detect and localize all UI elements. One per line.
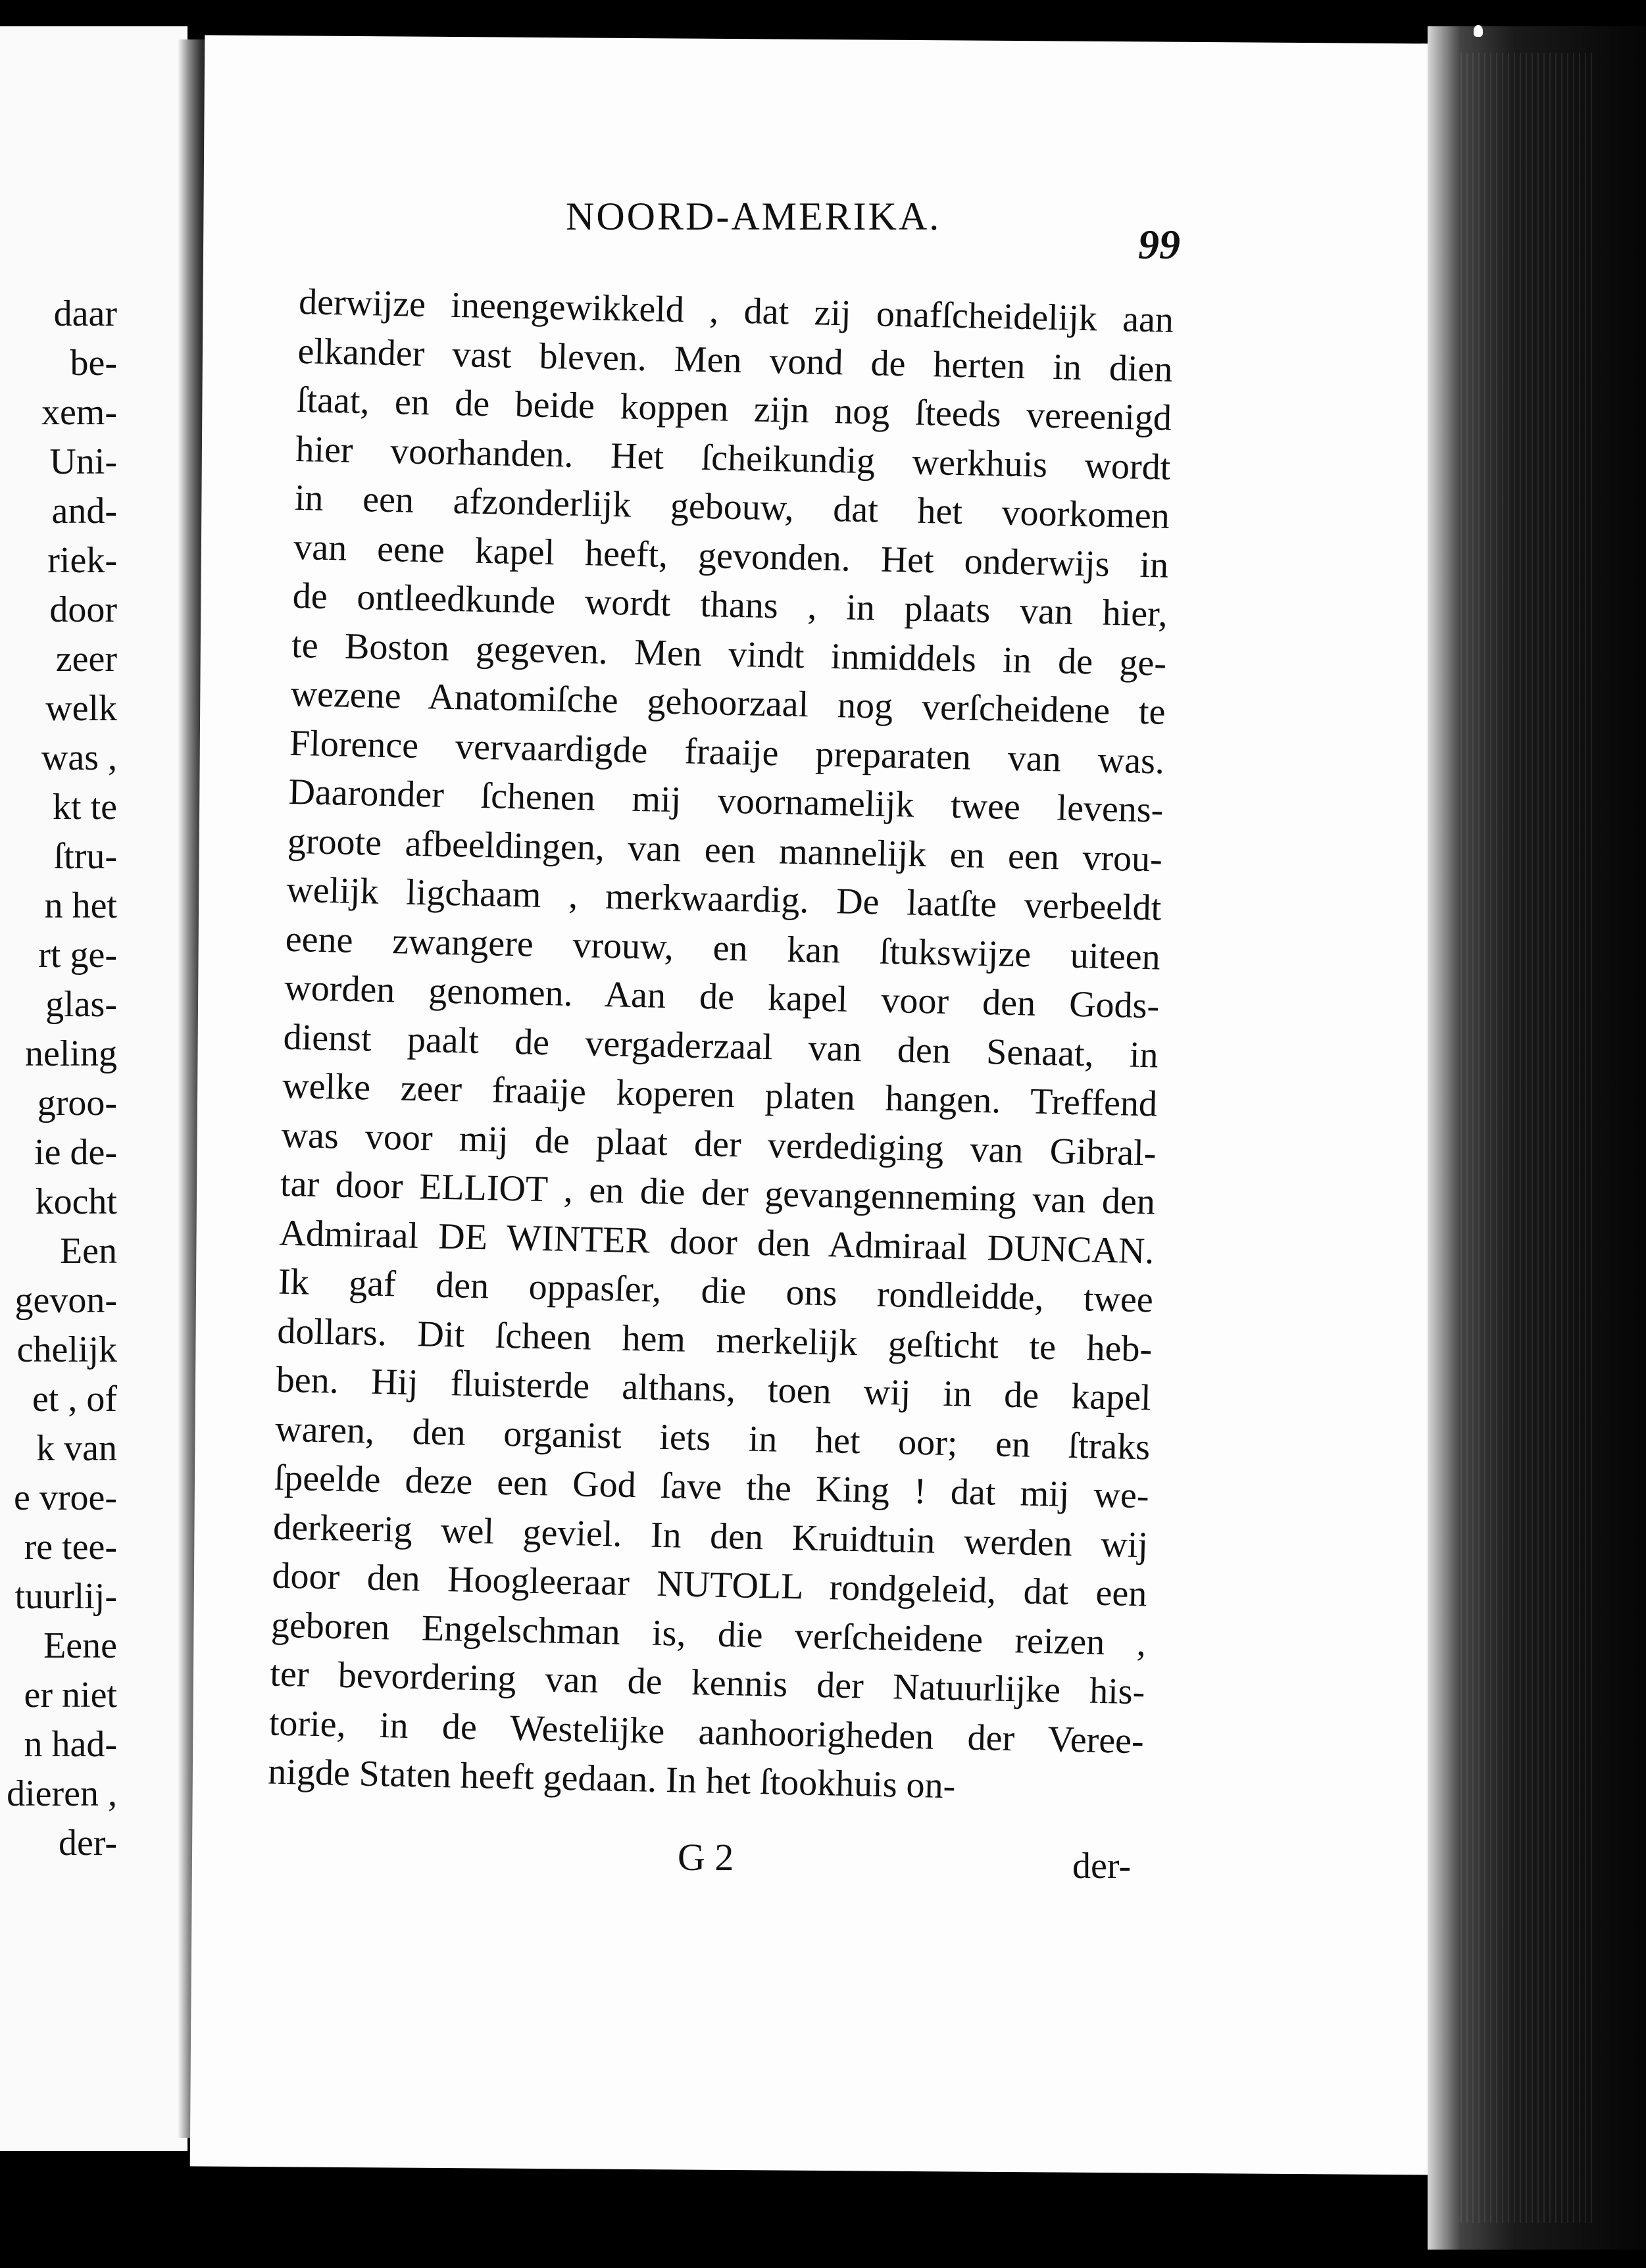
previous-page-line: n had- bbox=[24, 1724, 117, 1765]
previous-page-line: et , of bbox=[32, 1379, 117, 1419]
text-line: groote afbeeldingen, van een mannelijk en een vrou- bbox=[287, 820, 1163, 880]
printer-signature-mark: G 2 bbox=[678, 1836, 734, 1879]
body-text bbox=[268, 278, 1174, 1815]
text-line: worden genomen. Aan de kapel voor den Gods- bbox=[284, 967, 1160, 1027]
text-line: derkeerig wel geviel. In den Kruidtuin werden wij bbox=[272, 1506, 1149, 1565]
catchword: der- bbox=[1072, 1846, 1132, 1886]
previous-page-line: xem- bbox=[41, 392, 117, 433]
text-line: nigde Staten heeft gedaan. In het ſtookhuis on- bbox=[267, 1751, 956, 1807]
text-line: door den Hoogleeraar NUTOLL rondgeleid, dat een bbox=[272, 1555, 1148, 1615]
previous-page-line: daar bbox=[53, 293, 117, 334]
text-line: dienst paalt de vergaderzaal van den Senaat, in bbox=[283, 1016, 1159, 1076]
previous-page-line: tuurlij- bbox=[14, 1576, 117, 1617]
previous-page-line: ie de- bbox=[34, 1132, 117, 1173]
text-line: waren, den organist iets in het oor; en ſtraks bbox=[274, 1408, 1151, 1467]
text-line: was voor mij de plaat der verdediging van Gibral- bbox=[281, 1114, 1157, 1174]
previous-page-line: be- bbox=[70, 343, 117, 383]
previous-page-line: kt te bbox=[53, 787, 117, 827]
previous-page-line: neling bbox=[25, 1033, 117, 1074]
text-line: hier voorhanden. Het ſcheikundig werkhuis wordt bbox=[295, 428, 1171, 488]
text-line: wezene Anatomiſche gehoorzaal nog verſcheidene te bbox=[290, 673, 1166, 733]
previous-page-line: ſtru- bbox=[53, 836, 117, 877]
previous-page-line: kocht bbox=[35, 1181, 117, 1222]
previous-page-line: k van bbox=[36, 1428, 117, 1469]
text-line: derwijze ineengewikkeld , dat zij onafſcheidelijk aan bbox=[298, 281, 1174, 341]
previous-page-line: er niet bbox=[24, 1675, 117, 1715]
text-line: ben. Hij fluisterde althans, toen wij in de kapel bbox=[276, 1359, 1152, 1419]
text-line: tar door ELLIOT , en die der gevangenneming van den bbox=[280, 1163, 1156, 1223]
running-head: NOORD-AMERIKA. bbox=[566, 195, 941, 238]
previous-page-line: zeer bbox=[55, 639, 117, 679]
text-line: welke zeer fraaije koperen platen hangen. Treffend bbox=[282, 1065, 1158, 1125]
text-line: ſtaat, en de beide koppen zijn nog ſteeds vereenigd bbox=[296, 379, 1172, 439]
previous-page-line: chelijk bbox=[16, 1329, 117, 1370]
previous-page-line: door bbox=[49, 589, 117, 630]
text-line: Daaronder ſchenen mij voornamelijk twee levens- bbox=[287, 771, 1164, 831]
text-line: eene zwangere vrouw, en kan ſtukswijze uiteen bbox=[285, 918, 1161, 978]
previous-page-line: dieren , bbox=[7, 1773, 117, 1814]
previous-page-line: and- bbox=[51, 491, 117, 531]
previous-page-line: der- bbox=[58, 1823, 117, 1863]
previous-page-line: Eene bbox=[43, 1625, 117, 1666]
previous-page-line: was , bbox=[41, 737, 117, 778]
previous-page-line: Een bbox=[59, 1231, 117, 1271]
previous-page-text bbox=[0, 289, 117, 1868]
previous-page-line: groo- bbox=[37, 1083, 117, 1123]
text-line: in een afzonderlijk gebouw, dat het voorkomen bbox=[294, 477, 1170, 537]
previous-page-line: glas- bbox=[45, 984, 117, 1025]
text-line: van eene kapel heeft, gevonden. Het onderwijs in bbox=[293, 526, 1169, 586]
text-line: dollars. Dit ſcheen hem merkelijk geſticht te heb- bbox=[276, 1310, 1153, 1369]
page-edges bbox=[1460, 53, 1592, 2223]
previous-page-line: gevon- bbox=[14, 1280, 117, 1321]
page-number: 99 bbox=[1138, 221, 1180, 268]
previous-page-line: n het bbox=[44, 885, 117, 926]
previous-page-line: riek- bbox=[47, 540, 117, 581]
text-line: Florence vervaardigde fraaije preparaten van was. bbox=[289, 722, 1165, 782]
text-line: geboren Engelschman is, die verſcheidene reizen , bbox=[270, 1604, 1147, 1664]
text-line: te Boston gegeven. Men vindt inmiddels in de ge- bbox=[291, 624, 1167, 684]
previous-page-line: rt ge- bbox=[38, 935, 117, 975]
previous-page-line: re tee- bbox=[24, 1527, 117, 1567]
scan-speck bbox=[1474, 25, 1483, 37]
previous-page-line: e vroe- bbox=[13, 1477, 117, 1518]
text-line: de ontleedkunde wordt thans , in plaats van hier, bbox=[292, 575, 1168, 635]
text-line: Admiraal DE WINTER door den Admiraal DUNCAN. bbox=[278, 1212, 1155, 1272]
text-line: ter bevordering van de kennis der Natuurlijke his- bbox=[269, 1653, 1145, 1713]
previous-page-line: welk bbox=[45, 688, 117, 729]
previous-page-line: Uni- bbox=[49, 441, 117, 482]
text-line: welijk ligchaam , merkwaardig. De laatſte verbeeldt bbox=[286, 869, 1162, 929]
text-line: elkander vast bleven. Men vond de herten in dien bbox=[297, 330, 1174, 390]
text-line: torie, in de Westelijke aanhoorigheden der Veree- bbox=[268, 1702, 1145, 1762]
text-line: Ik gaf den oppasſer, die ons rondleidde, twee bbox=[278, 1261, 1154, 1321]
text-line: ſpeelde deze een God ſave the King ! dat mij we- bbox=[274, 1457, 1150, 1517]
